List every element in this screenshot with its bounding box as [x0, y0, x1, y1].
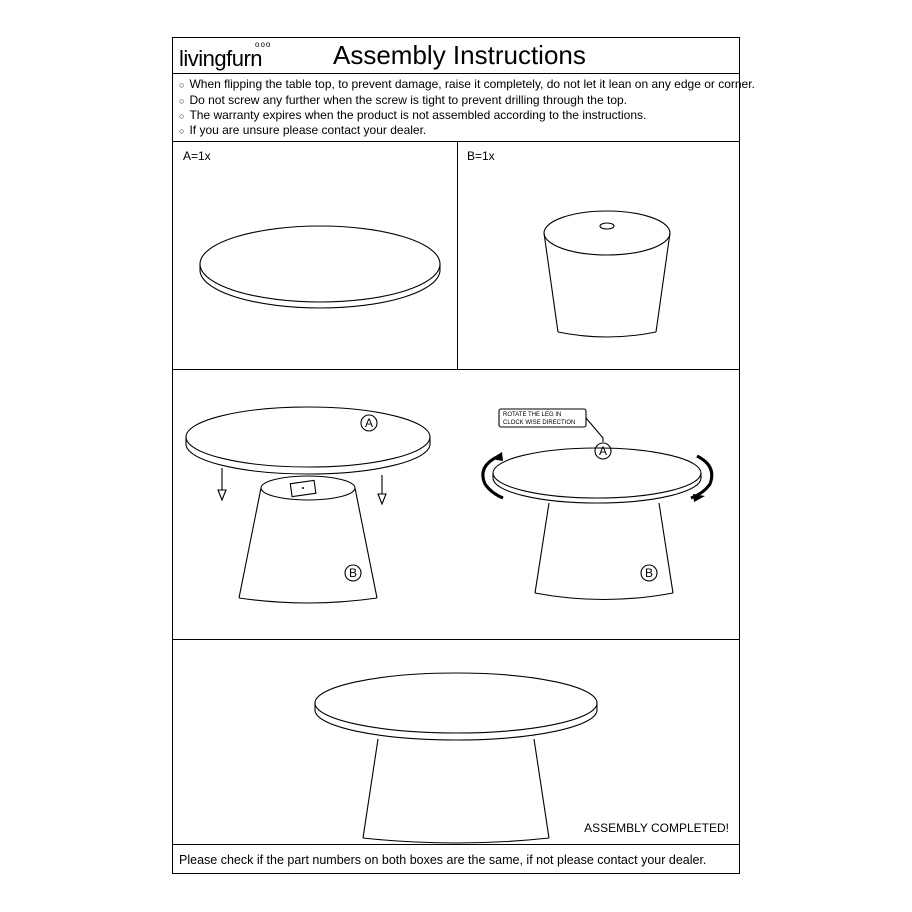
label-a: A: [364, 416, 374, 430]
label-a: A: [598, 444, 608, 458]
bullet-icon: ○: [179, 96, 185, 106]
warning-item: ○ If you are unsure please contact your dealer.: [179, 123, 427, 137]
rotate-note-line1: ROTATE THE LEG IN: [503, 412, 562, 418]
part-b-quantity: B=1x: [467, 149, 495, 163]
completed-table-drawing: [315, 673, 597, 843]
completion-text: ASSEMBLY COMPLETED!: [584, 821, 729, 835]
footer-note: Please check if the part numbers on both boxes are the same, if not please contact your dealer.: [179, 853, 707, 867]
part-b-leg-drawing: [544, 211, 670, 337]
brand-logo: livingfurn: [179, 46, 263, 71]
logo-mark: ooo: [255, 40, 272, 49]
rotate-note-line2: CLOCK WISE DIRECTION: [503, 420, 576, 426]
step-placement-drawing: [186, 407, 430, 603]
warning-item: ○ The warranty expires when the product is not assembled according to the instructions.: [179, 108, 647, 122]
bullet-icon: ○: [179, 80, 185, 90]
warning-item: ○ Do not screw any further when the screw is tight to prevent drilling through the top.: [179, 93, 627, 107]
part-a-table-top-drawing: [200, 226, 440, 308]
label-b: B: [644, 566, 654, 580]
instruction-sheet: [172, 37, 755, 874]
bullet-icon: ○: [179, 111, 185, 121]
assembly-illustrations: [173, 38, 741, 875]
part-a-quantity: A=1x: [183, 149, 211, 163]
step-rotation-drawing: [483, 409, 712, 600]
bullet-icon: ○: [179, 126, 185, 136]
page-title: Assembly Instructions: [333, 40, 586, 70]
label-b: B: [348, 566, 358, 580]
warning-item: ○ When flipping the table top, to prevent damage, raise it completely, do not let it lean on any edge or corner.: [179, 77, 755, 91]
